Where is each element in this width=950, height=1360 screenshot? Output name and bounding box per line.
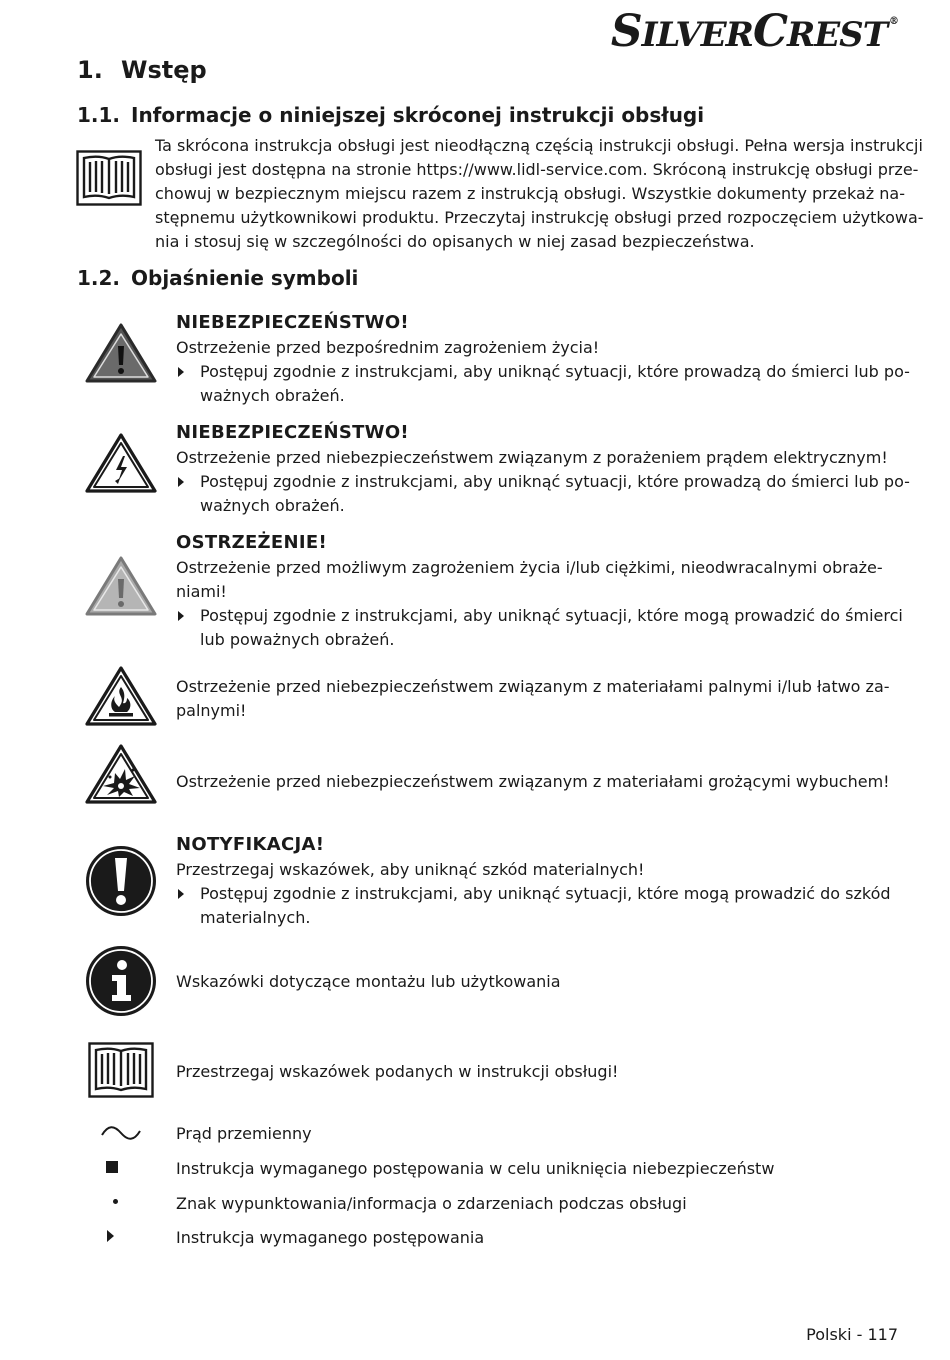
bullet-text: Znak wypunktowania/informacja o zdarzeniach podczas obsługi [176,1194,687,1213]
paragraph-line: chowuj w bezpiecznym miejscu razem z instrukcją obsługi. Wszystkie dokumenty przekaż na- [155,184,905,203]
explosive-warning-icon [85,743,157,805]
logo-letter-c: C [752,6,787,57]
step-text: Postępuj zgodnie z instrukcjami, aby uniknąć sytuacji, które mogą prowadzić do szkód [200,884,891,903]
arrow-bullet-icon [107,1230,114,1242]
section-number: 1.2. [77,266,121,290]
paragraph-line: obsługi jest dostępna na stronie https://www.lidl-service.com. Skróconą instrukcję obsługi prze- [155,160,919,179]
square-text: Instrukcja wymaganego postępowania w celu uniknięcia niebezpieczeństw [176,1159,775,1178]
section-1-1-heading [77,103,704,127]
intro-paragraph [155,134,924,254]
section-1-heading [77,56,207,84]
notice-text: Przestrzegaj wskazówek, aby uniknąć szkód materialnych! [176,860,645,879]
warning-label: OSTRZEŻENIE! [176,532,327,553]
paragraph-line: Ta skrócona instrukcja obsługi jest nieodłączną częścią instrukcji obsługi. Pełna wersja instrukcji [155,136,923,155]
danger-label: NIEBEZPIECZEŃSTWO! [176,312,409,333]
instruction-step-continued [176,628,896,652]
info-text: Wskazówki dotyczące montażu lub użytkowania [176,972,561,991]
section-title: Informacje o niniejszej skróconej instrukcji obsługi [131,103,705,127]
step-text: ważnych obrażeń. [200,496,345,515]
flammable-warning-icon [85,665,157,727]
warning-triangle-icon [85,555,157,617]
danger-entry [176,310,910,408]
instruction-step-continued [176,906,896,930]
square-bullet-icon [106,1161,118,1173]
step-text: ważnych obrażeń. [200,386,345,405]
info-icon [85,945,157,1017]
info-entry [176,970,896,994]
page-number-footer: Polski - 117 [806,1325,898,1344]
manual-entry [176,1060,896,1084]
section-title: Objaśnienie symboli [131,266,359,290]
flammable-text: palnymi! [176,701,247,720]
manual-book-icon [88,1042,154,1098]
paragraph-line: stępnemu użytkownikowi produktu. Przeczytaj instrukcję obsługi przed rozpoczęciem użytkowa- [155,208,924,227]
danger-text: Ostrzeżenie przed bezpośrednim zagrożeniem życia! [176,338,600,357]
step-text: Postępuj zgodnie z instrukcjami, aby uniknąć sytuacji, które prowadzą do śmierci lub po- [200,362,910,381]
manual-text: Przestrzegaj wskazówek podanych w instrukcji obsługi! [176,1062,619,1081]
danger-label: NIEBEZPIECZEŃSTWO! [176,422,409,443]
arrow-bullet-icon [178,477,184,487]
step-text: Postępuj zgodnie z instrukcjami, aby uniknąć sytuacji, które prowadzą do śmierci lub po- [200,472,910,491]
paragraph-line: nia i stosuj się w szczególności do opisanych w niej zasad bezpieczeństwa. [155,232,755,251]
instruction-step [176,604,903,628]
flammable-entry [176,675,896,723]
ac-text: Prąd przemienny [176,1124,312,1143]
notice-label: NOTYFIKACJA! [176,834,325,855]
warning-text: Ostrzeżenie przed możliwym zagrożeniem życia i/lub ciężkimi, nieodwracalnymi obraże- [176,558,883,577]
logo-letter-s: S [610,6,642,57]
explosive-text: Ostrzeżenie przed niebezpieczeństwem związanym z materiałami grożącymi wybuchem! [176,772,890,791]
explosive-entry [176,770,896,794]
instruction-step [176,882,896,906]
manual-book-icon [76,150,142,206]
section-number: 1. [77,56,103,84]
instruction-step-continued [176,384,896,408]
round-bullet-icon [113,1199,118,1204]
electric-shock-warning-icon [85,432,157,494]
arrow-bullet-icon [178,611,184,621]
section-number: 1.1. [77,103,121,127]
arrow-bullet-icon [178,367,184,377]
section-title: Wstęp [121,56,207,84]
instruction-step-continued [176,494,896,518]
flammable-text: Ostrzeżenie przed niebezpieczeństwem związanym z materiałami palnymi i/lub łatwo za- [176,677,890,696]
logo-letters-rest: REST [786,15,887,55]
step-text: materialnych. [200,908,311,927]
instruction-step [176,360,910,384]
instruction-step [176,470,910,494]
section-1-2-heading [77,266,358,290]
step-text: Postępuj zgodnie z instrukcjami, aby uniknąć sytuacji, które mogą prowadzić do śmierci [200,606,903,625]
registered-mark: ® [889,16,898,27]
danger-text: Ostrzeżenie przed niebezpieczeństwem związanym z porażeniem prądem elektrycznym! [176,448,888,467]
arrow-text: Instrukcja wymaganego postępowania [176,1228,485,1247]
alternating-current-icon [100,1123,142,1143]
arrow-bullet-icon [178,889,184,899]
electric-danger-entry [176,420,910,518]
warning-entry [176,530,903,652]
warning-text: niami! [176,582,227,601]
danger-triangle-icon [85,322,157,384]
notice-entry [176,832,896,930]
step-text: lub poważnych obrażeń. [200,630,395,649]
logo-letters-ilver: ILVER [641,15,753,55]
notice-exclamation-icon [85,845,157,917]
silvercrest-logo [611,6,898,57]
